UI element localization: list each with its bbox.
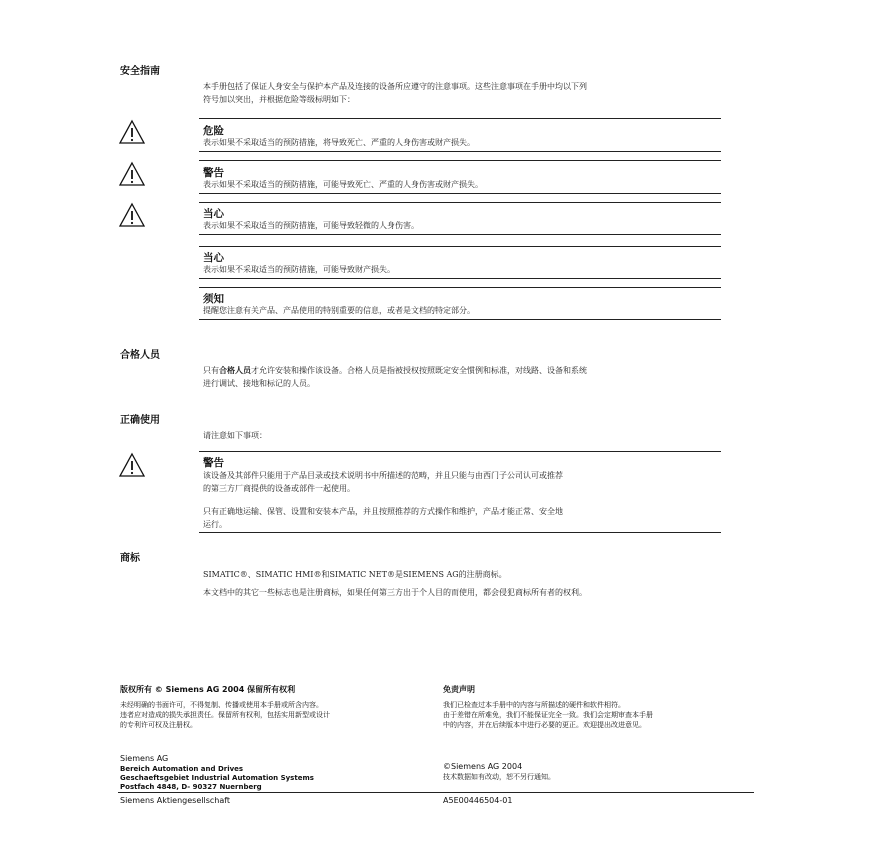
notice-text-notice: 提醒您注意有关产品、产品使用的特别重要的信息，或者是文档的特定部分。 bbox=[203, 306, 475, 315]
notice-divider bbox=[199, 202, 721, 203]
notice-title-caution: 当心 bbox=[203, 208, 224, 220]
notice-text-caution: 表示如果不采取适当的预防措施，可能导致轻微的人身伤害。 bbox=[203, 221, 419, 230]
copyright-line-1: 未经明确的书面许可，不得复制、传播或使用本手册或所含内容。 bbox=[120, 701, 323, 709]
copyright-line-2: 违者应对造成的损失承担责任。保留所有权利，包括实用新型或设计 bbox=[120, 711, 330, 719]
notice-title-caution-property: 当心 bbox=[203, 252, 224, 264]
notice-divider bbox=[199, 160, 721, 161]
warning-triangle-icon bbox=[118, 119, 146, 145]
warning-triangle-icon bbox=[118, 202, 146, 228]
usage-warning-title: 警告 bbox=[203, 457, 224, 469]
section-heading-trademark: 商标 bbox=[120, 553, 140, 564]
usage-line-3: 只有正确地运输、保管、设置和安装本产品，并且按照推荐的方式操作和维护，产品才能正常、安全地 bbox=[203, 507, 563, 516]
safety-intro-line-2: 符号加以突出，并根据危险等级标明如下： bbox=[203, 95, 355, 104]
footer-company: Siemens Aktiengesellschaft bbox=[120, 796, 231, 805]
notice-divider bbox=[199, 234, 721, 235]
safety-intro-line-1: 本手册包括了保证人身安全与保护本产品及连接的设备所应遵守的注意事项。这些注意事项在手册中均以下列 bbox=[203, 82, 587, 91]
notice-divider bbox=[199, 451, 721, 452]
address-postbox: Postfach 4848, D- 90327 Nuernberg bbox=[120, 783, 262, 791]
address-company: Siemens AG bbox=[120, 754, 169, 763]
section-heading-qualified: 合格人员 bbox=[120, 350, 160, 361]
notice-divider bbox=[199, 287, 721, 288]
notice-divider bbox=[199, 151, 721, 152]
qualified-bold: 合格人员 bbox=[219, 366, 251, 375]
notice-text-danger: 表示如果不采取适当的预防措施，将导致死亡、严重的人身伤害或财产损失。 bbox=[203, 138, 475, 147]
disclaimer-title: 免责声明 bbox=[443, 685, 475, 694]
warning-triangle-icon bbox=[118, 452, 146, 478]
notice-text-warning: 表示如果不采取适当的预防措施，可能导致死亡、严重的人身伤害或财产损失。 bbox=[203, 180, 483, 189]
address-business-unit: Geschaeftsgebiet Industrial Automation Systems bbox=[120, 774, 314, 782]
notice-text-caution-property: 表示如果不采取适当的预防措施，可能导致财产损失。 bbox=[203, 265, 395, 274]
trademark-line-2: 本文档中的其它一些标志也是注册商标，如果任何第三方出于个人目的而使用，都会侵犯商标所有者的权利。 bbox=[203, 588, 587, 597]
usage-line-1: 该设备及其部件只能用于产品目录或技术说明书中所描述的范畴，并且只能与由西门子公司认可或推荐 bbox=[203, 471, 563, 480]
warning-triangle-icon bbox=[118, 161, 146, 187]
copyright-line-3: 的专利许可权及注册权。 bbox=[120, 721, 197, 729]
usage-line-2: 的第三方厂商提供的设备或部件一起使用。 bbox=[203, 484, 355, 493]
notice-title-warning: 警告 bbox=[203, 167, 224, 179]
rights-copyright: ©Siemens AG 2004 bbox=[443, 762, 523, 771]
copyright-title: 版权所有 © Siemens AG 2004 保留所有权利 bbox=[120, 685, 296, 694]
qualified-line-2: 进行调试、接地和标记的人员。 bbox=[203, 379, 315, 388]
disclaimer-line-1: 我们已检查过本手册中的内容与所描述的硬件和软件相符。 bbox=[443, 701, 625, 709]
notice-title-notice: 须知 bbox=[203, 293, 224, 305]
section-heading-usage: 正确使用 bbox=[120, 415, 160, 426]
qualified-pre: 只有 bbox=[203, 366, 219, 375]
usage-intro: 请注意如下事项： bbox=[203, 431, 267, 440]
address-division: Bereich Automation and Drives bbox=[120, 765, 244, 773]
section-heading-safety: 安全指南 bbox=[120, 66, 160, 77]
notice-divider bbox=[199, 532, 721, 533]
trademark-line-1: SIMATIC®、SIMATIC HMI®和SIMATIC NET®是SIEMENS AG的注册商标。 bbox=[203, 570, 507, 579]
notice-divider bbox=[199, 193, 721, 194]
notice-title-danger: 危险 bbox=[203, 125, 224, 137]
disclaimer-line-2: 由于差错在所难免，我们不能保证完全一致。我们会定期审查本手册 bbox=[443, 711, 653, 719]
footer-rule bbox=[118, 792, 754, 793]
rights-note: 技术数据如有改动，恕不另行通知。 bbox=[443, 773, 555, 781]
qualified-rest: 才允许安装和操作该设备。合格人员是指被授权按照既定安全惯例和标准，对线路、设备和系统 bbox=[251, 366, 587, 375]
usage-line-4: 运行。 bbox=[203, 520, 227, 529]
notice-divider bbox=[199, 319, 721, 320]
notice-divider bbox=[199, 246, 721, 247]
qualified-line-1 bbox=[203, 364, 587, 377]
footer-order-number: A5E00446504-01 bbox=[443, 796, 513, 805]
disclaimer-line-3: 中的内容，并在后续版本中进行必要的更正。欢迎提出改进意见。 bbox=[443, 721, 646, 729]
notice-divider bbox=[199, 278, 721, 279]
notice-divider bbox=[199, 118, 721, 119]
